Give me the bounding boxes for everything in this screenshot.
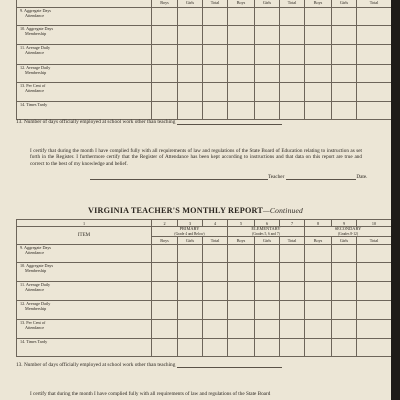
entry-cell[interactable]	[152, 45, 178, 65]
column-number: 1	[17, 220, 152, 227]
entry-cell[interactable]	[152, 263, 178, 282]
entry-cell[interactable]	[203, 320, 228, 339]
row-label-sub: Attendance	[25, 88, 45, 93]
entry-cell[interactable]	[203, 301, 228, 320]
subheader-cell: Total	[357, 237, 392, 245]
entry-cell[interactable]	[228, 339, 255, 357]
subheader-cell: Boys	[305, 237, 332, 245]
entry-cell[interactable]	[255, 26, 280, 45]
entry-cell[interactable]	[228, 263, 255, 282]
certification-text-2: I certify that during the month I have complied fully with all requirements of law and regulations of the State Board	[30, 391, 271, 397]
column-number: 7	[280, 220, 305, 227]
table-row	[17, 339, 392, 357]
entry-cell[interactable]	[228, 83, 255, 102]
entry-cell[interactable]	[357, 26, 392, 45]
entry-cell[interactable]	[280, 102, 305, 120]
entry-cell[interactable]	[280, 245, 305, 263]
subheader-cell: Girls	[332, 237, 357, 245]
row-label-main: 13.	[20, 320, 26, 326]
report-title	[0, 206, 391, 215]
column-number: 5	[228, 220, 255, 227]
report-title-suffix: —Continued	[263, 206, 303, 215]
entry-cell[interactable]	[228, 320, 255, 339]
entry-cell[interactable]	[280, 83, 305, 102]
entry-cell[interactable]	[305, 8, 332, 26]
subheader-cell: Boys	[152, 0, 178, 8]
row-label-main: 10.	[20, 26, 26, 31]
row-label	[17, 263, 152, 282]
column-number: 4	[203, 220, 228, 227]
days-employed-label: 13. Number of days officially employed at school work other than teaching	[16, 362, 176, 368]
subheader-cell: Girls	[255, 237, 280, 245]
row-label-text: Times Tardy	[26, 102, 48, 107]
column-number-row	[17, 220, 392, 227]
table-row	[17, 65, 392, 83]
entry-cell[interactable]	[203, 282, 228, 301]
subheader-cell: Girls	[178, 237, 203, 245]
group-grades: (Grades 5, 6 and 7)	[252, 231, 280, 236]
entry-cell[interactable]	[228, 26, 255, 45]
bottom-attendance-table	[16, 219, 391, 357]
entry-cell[interactable]	[178, 65, 203, 83]
column-number: 8	[305, 220, 332, 227]
entry-cell[interactable]	[255, 320, 280, 339]
group-name: ELEMENTARY	[251, 226, 281, 231]
entry-cell[interactable]	[305, 263, 332, 282]
entry-cell[interactable]	[357, 263, 392, 282]
entry-cell[interactable]	[178, 45, 203, 65]
subheader-cell: Total	[357, 0, 392, 8]
subheader-cell: Girls	[255, 0, 280, 8]
entry-cell[interactable]	[357, 8, 392, 26]
entry-cell[interactable]	[280, 8, 305, 26]
table-row	[17, 301, 392, 320]
entry-cell[interactable]	[357, 102, 392, 120]
row-label	[17, 301, 152, 320]
table-row	[17, 45, 392, 65]
entry-cell[interactable]	[152, 83, 178, 102]
entry-cell[interactable]	[228, 301, 255, 320]
row-label-sub: Attendance	[25, 250, 45, 256]
entry-cell[interactable]	[305, 102, 332, 120]
entry-cell[interactable]	[332, 83, 357, 102]
days-employed-blank[interactable]	[177, 367, 282, 368]
entry-cell[interactable]	[305, 339, 332, 357]
row-label-main: 9.	[20, 245, 24, 251]
group-name: PRIMARY	[179, 226, 200, 231]
entry-cell[interactable]	[332, 65, 357, 83]
entry-cell[interactable]	[203, 263, 228, 282]
row-label-sub: Attendance	[25, 13, 45, 18]
entry-cell[interactable]	[255, 263, 280, 282]
row-label	[17, 45, 152, 65]
entry-cell[interactable]	[152, 320, 178, 339]
row-label-text: Average Daily	[25, 45, 51, 50]
entry-cell[interactable]	[203, 45, 228, 65]
group-secondary-header	[305, 227, 392, 237]
group-elementary-header	[228, 227, 305, 237]
table-row	[17, 8, 392, 26]
entry-cell[interactable]	[152, 301, 178, 320]
entry-cell[interactable]	[178, 245, 203, 263]
entry-cell[interactable]	[228, 245, 255, 263]
subheader-cell: Girls	[178, 0, 203, 8]
column-number: 9	[332, 220, 357, 227]
entry-cell[interactable]	[178, 339, 203, 357]
subheader-cell: Total	[280, 237, 305, 245]
table-row	[17, 245, 392, 263]
row-label-text: Per Cent of	[26, 320, 46, 326]
entry-cell[interactable]	[332, 339, 357, 357]
entry-cell[interactable]	[305, 26, 332, 45]
entry-cell[interactable]	[280, 282, 305, 301]
days-employed-line	[16, 119, 282, 125]
row-label	[17, 245, 152, 263]
row-label	[17, 282, 152, 301]
row-label	[17, 65, 152, 83]
entry-cell[interactable]	[228, 102, 255, 120]
entry-cell[interactable]	[357, 45, 392, 65]
row-label	[17, 339, 152, 357]
entry-cell[interactable]	[255, 8, 280, 26]
group-header-row	[17, 227, 392, 237]
entry-cell[interactable]	[228, 8, 255, 26]
entry-cell[interactable]	[178, 282, 203, 301]
row-label-text: Aggregate Days	[26, 26, 54, 31]
entry-cell[interactable]	[332, 301, 357, 320]
entry-cell[interactable]	[280, 320, 305, 339]
entry-cell[interactable]	[332, 245, 357, 263]
column-number: 2	[152, 220, 178, 227]
entry-cell[interactable]	[255, 245, 280, 263]
entry-cell[interactable]	[152, 65, 178, 83]
entry-cell[interactable]	[255, 339, 280, 357]
top-subheader-row	[17, 0, 392, 8]
entry-cell[interactable]	[305, 282, 332, 301]
entry-cell[interactable]	[203, 65, 228, 83]
entry-cell[interactable]	[255, 282, 280, 301]
entry-cell[interactable]	[203, 102, 228, 120]
row-label-sub: Attendance	[25, 50, 45, 55]
row-label-text: Average Daily	[26, 301, 51, 307]
row-label-text: Aggregate Days	[23, 245, 52, 251]
row-label-text: Aggregate Days	[26, 263, 54, 269]
entry-cell[interactable]	[305, 245, 332, 263]
item-header: ITEM	[17, 227, 152, 245]
entry-cell[interactable]	[357, 339, 392, 357]
row-label-main: 12.	[20, 301, 26, 307]
signature-row: Teacher Date.	[90, 174, 367, 180]
entry-cell[interactable]	[178, 102, 203, 120]
table-row	[17, 26, 392, 45]
days-employed-line-2	[16, 362, 282, 368]
row-label	[17, 102, 152, 120]
entry-cell[interactable]	[280, 65, 305, 83]
subheader-cell: Total	[280, 0, 305, 8]
row-label-main: 9.	[20, 8, 24, 13]
group-name: SECONDARY	[334, 226, 362, 231]
entry-cell[interactable]	[280, 45, 305, 65]
row-label-sub: Membership	[25, 31, 47, 36]
entry-cell[interactable]	[332, 45, 357, 65]
entry-cell[interactable]	[228, 45, 255, 65]
row-label-text: Per Cent of	[26, 83, 46, 88]
entry-cell[interactable]	[305, 83, 332, 102]
subheader-cell: Total	[203, 0, 228, 8]
date-label: Date	[356, 174, 367, 180]
entry-cell[interactable]	[152, 8, 178, 26]
top-attendance-table	[16, 0, 391, 120]
table-row	[17, 83, 392, 102]
entry-cell[interactable]	[305, 65, 332, 83]
row-label-text: Aggregate Days	[23, 8, 52, 13]
column-number: 10	[357, 220, 392, 227]
entry-cell[interactable]	[332, 8, 357, 26]
entry-cell[interactable]	[203, 8, 228, 26]
entry-cell[interactable]	[255, 65, 280, 83]
teacher-signature-blank[interactable]	[90, 174, 268, 180]
table-row	[17, 263, 392, 282]
entry-cell[interactable]	[357, 301, 392, 320]
row-label-text: Average Daily	[26, 65, 51, 70]
row-label	[17, 320, 152, 339]
row-label-main: 11.	[20, 282, 26, 288]
subheader-cell: Total	[203, 237, 228, 245]
row-label	[17, 8, 152, 26]
entry-cell[interactable]	[203, 83, 228, 102]
table-row	[17, 282, 392, 301]
subheader-cell: Boys	[152, 237, 178, 245]
entry-cell[interactable]	[280, 263, 305, 282]
row-label	[17, 26, 152, 45]
entry-cell[interactable]	[305, 301, 332, 320]
entry-cell[interactable]	[357, 83, 392, 102]
teacher-label: Teacher	[268, 174, 285, 180]
entry-cell[interactable]	[203, 26, 228, 45]
row-label-sub: Attendance	[25, 287, 45, 293]
entry-cell[interactable]	[152, 339, 178, 357]
entry-cell[interactable]	[305, 320, 332, 339]
report-title-main: VIRGINIA TEACHER'S MONTHLY REPORT	[88, 206, 264, 215]
entry-cell[interactable]	[228, 65, 255, 83]
entry-cell[interactable]	[203, 245, 228, 263]
entry-cell[interactable]	[332, 102, 357, 120]
entry-cell[interactable]	[178, 8, 203, 26]
row-label-main: 13.	[20, 83, 26, 88]
entry-cell[interactable]	[305, 45, 332, 65]
row-label-sub: Membership	[25, 268, 47, 274]
row-label-main: 14.	[20, 339, 26, 345]
entry-cell[interactable]	[332, 320, 357, 339]
entry-cell[interactable]	[280, 26, 305, 45]
row-label-sub: Membership	[25, 306, 47, 312]
table-row	[17, 102, 392, 120]
date-blank[interactable]	[286, 174, 356, 180]
entry-cell[interactable]	[152, 245, 178, 263]
entry-cell[interactable]	[255, 45, 280, 65]
column-number: 3	[178, 220, 203, 227]
entry-cell[interactable]	[357, 282, 392, 301]
entry-cell[interactable]	[203, 339, 228, 357]
entry-cell[interactable]	[228, 282, 255, 301]
group-grades: (Grade 4 and Below)	[174, 231, 205, 236]
row-label	[17, 83, 152, 102]
entry-cell[interactable]	[357, 320, 392, 339]
entry-cell[interactable]	[178, 320, 203, 339]
row-label-sub: Membership	[25, 70, 47, 75]
table-row	[17, 320, 392, 339]
entry-cell[interactable]	[357, 65, 392, 83]
page-edge	[391, 0, 400, 400]
row-label-main: 11.	[20, 45, 26, 50]
entry-cell[interactable]	[332, 282, 357, 301]
row-label-main: 10.	[20, 263, 26, 269]
entry-cell[interactable]	[280, 339, 305, 357]
entry-cell[interactable]	[178, 301, 203, 320]
entry-cell[interactable]	[332, 263, 357, 282]
subheader-cell: Boys	[228, 0, 255, 8]
entry-cell[interactable]	[255, 301, 280, 320]
entry-cell[interactable]	[280, 301, 305, 320]
entry-cell[interactable]	[178, 263, 203, 282]
group-primary-header	[152, 227, 228, 237]
entry-cell[interactable]	[152, 102, 178, 120]
entry-cell[interactable]	[152, 282, 178, 301]
certification-text: I certify that during the month I have complied fully with all requirements of law and regulations of the State Board of Education relating to instruction as set forth in the Register. I furthermore certify that the Register of Attendance has been kept according to instructions and that data on this report are true and correct to the best of my knowledge and belief.	[30, 148, 362, 167]
subheader-cell: Boys	[305, 0, 332, 8]
entry-cell[interactable]	[152, 26, 178, 45]
column-number: 6	[255, 220, 280, 227]
entry-cell[interactable]	[255, 102, 280, 120]
row-label-main: 12.	[20, 65, 26, 70]
row-label-sub: Attendance	[25, 325, 45, 331]
days-employed-blank[interactable]	[177, 124, 282, 125]
subheader-cell: Boys	[228, 237, 255, 245]
entry-cell[interactable]	[332, 26, 357, 45]
entry-cell[interactable]	[255, 83, 280, 102]
row-label-main: 14.	[20, 102, 26, 107]
days-employed-label: 13. Number of days officially employed at school work other than teaching	[16, 119, 176, 125]
row-label-text: Average Daily	[25, 282, 51, 288]
entry-cell[interactable]	[178, 26, 203, 45]
entry-cell[interactable]	[357, 245, 392, 263]
subheader-cell: Girls	[332, 0, 357, 8]
group-grades: (Grades 8-12)	[337, 231, 359, 236]
row-label-text: Times Tardy	[26, 339, 48, 345]
entry-cell[interactable]	[178, 83, 203, 102]
